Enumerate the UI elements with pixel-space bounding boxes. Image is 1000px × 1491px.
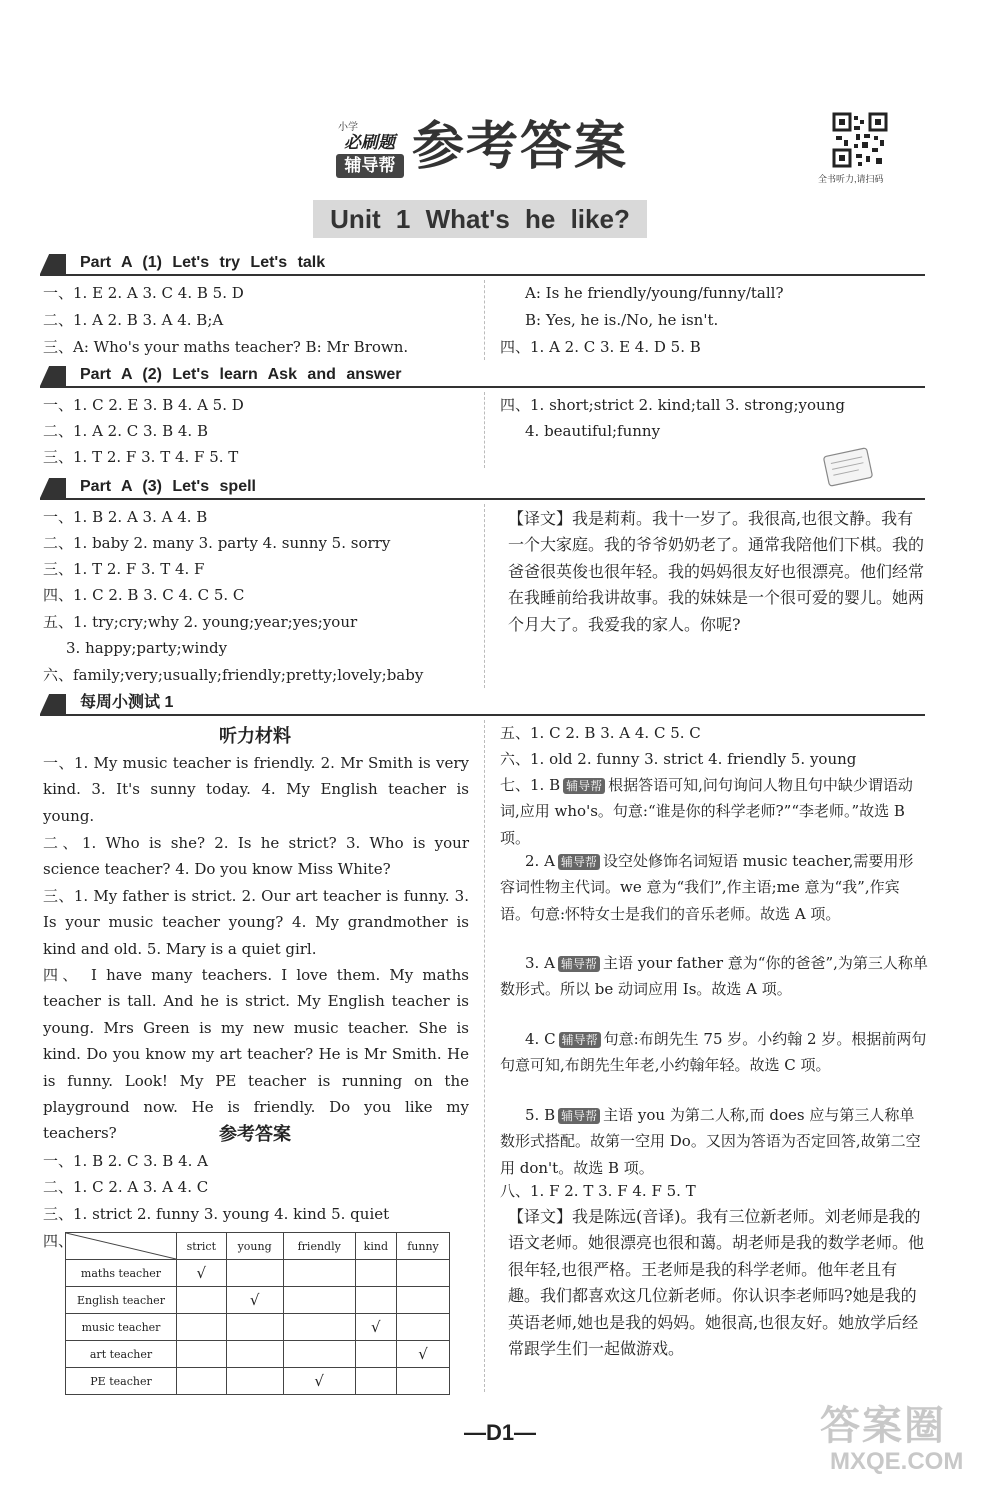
listening-q2: 二、1. Who is she? 2. Is he strict? 3. Who is your science teacher? 4. Do you know Miss White?	[43, 834, 469, 879]
column-divider	[484, 504, 485, 688]
explanation-4	[500, 1026, 928, 1079]
row-label: PE teacher	[66, 1368, 177, 1395]
table-header-cell: strict	[177, 1233, 227, 1260]
explanation-head: 七、1. B	[500, 776, 561, 794]
section-title: 每周小测试 1	[80, 694, 174, 711]
answer-line: 一、1. B 2. C 3. B 4. A	[43, 1152, 208, 1170]
answer-line: 五、1. try;cry;why 2. young;year;yes;your	[43, 613, 358, 631]
check-cell	[355, 1287, 396, 1314]
check-cell	[396, 1314, 449, 1341]
check-cell	[226, 1341, 283, 1368]
explanation-text: 句意:布朗先生 75 岁。小约翰 2 岁。根据前两句句意可知,布朗先生年老,小约翰年轻。故选 C 项。	[500, 1030, 927, 1075]
page-title: 参考答案	[412, 118, 629, 176]
section-header	[40, 692, 925, 716]
answer-line: 4. beautiful;funny	[525, 422, 661, 440]
check-cell	[177, 1368, 227, 1395]
answer-line: 二、1. baby 2. many 3. party 4. sunny 5. sorry	[43, 534, 391, 552]
check-cell	[177, 1287, 227, 1314]
section-header	[40, 476, 925, 500]
answer-line: 三、1. T 2. F 3. T 4. F 5. T	[43, 448, 239, 466]
check-cell: √	[226, 1287, 283, 1314]
answer-line: B: Yes, he is./No, he isn't.	[525, 311, 719, 329]
check-cell: √	[396, 1341, 449, 1368]
check-cell	[283, 1314, 355, 1341]
logo-small-text: 小学	[338, 122, 358, 133]
page-number: —D1—	[463, 1420, 537, 1445]
column-divider	[484, 280, 485, 360]
qr-code-icon	[832, 112, 888, 168]
answer-table	[65, 1232, 450, 1395]
explanation-head: 5. B	[525, 1106, 556, 1124]
section-title: Part A (1) Let's try Let's talk	[80, 254, 326, 271]
check-cell: √	[283, 1368, 355, 1395]
unit-title: Unit 1 What's he like?	[330, 204, 630, 234]
answer-line: 3. happy;party;windy	[66, 639, 228, 657]
check-cell: √	[177, 1260, 227, 1287]
section-title: Part A (3) Let's spell	[80, 478, 256, 495]
table-row	[66, 1287, 450, 1314]
answers-title: 参考答案	[219, 1124, 291, 1144]
answer-line: 三、1. T 2. F 3. T 4. F	[43, 560, 205, 578]
answer-line: 一、1. E 2. A 3. C 4. B 5. D	[43, 284, 244, 302]
check-cell	[283, 1260, 355, 1287]
section-marker	[40, 366, 66, 386]
check-cell	[396, 1287, 449, 1314]
table-header-cell: young	[226, 1233, 283, 1260]
column-divider	[484, 392, 485, 468]
helper-badge: 辅导帮	[558, 854, 600, 870]
explanation-head: 2. A	[525, 852, 555, 870]
check-cell	[226, 1260, 283, 1287]
check-cell	[396, 1368, 449, 1395]
table-header-cell: friendly	[283, 1233, 355, 1260]
check-cell	[177, 1341, 227, 1368]
answer-line: 三、1. strict 2. funny 3. young 4. kind 5. quiet	[43, 1205, 390, 1223]
table-header-row	[66, 1233, 450, 1260]
check-cell	[226, 1368, 283, 1395]
logo	[336, 118, 406, 180]
section-marker	[40, 254, 66, 274]
answer-line: 八、1. F 2. T 3. F 4. F 5. T	[500, 1182, 696, 1200]
answer-line: A: Is he friendly/young/funny/tall?	[525, 284, 784, 302]
answer-line: 四、1. C 2. B 3. C 4. C 5. C	[43, 586, 245, 604]
helper-badge: 辅导帮	[558, 1108, 600, 1124]
listening-q4: 四、 I have many teachers. I love them. My maths teacher is tall. And he is strict. My English teacher is young. Mrs Green is my new music teacher. She is kind. Do you know my art teacher? He is Mr Smith. He is funny. Look! My PE teacher is running on the playground now. He is friendly. Do you like my teachers?	[43, 966, 469, 1143]
explanation-head: 4. C	[525, 1030, 556, 1048]
watermark-top: 答案圈	[820, 1404, 946, 1448]
row-label: art teacher	[66, 1341, 177, 1368]
logo-bottom-text: 辅导帮	[336, 154, 404, 178]
check-cell	[396, 1260, 449, 1287]
table-row	[66, 1341, 450, 1368]
check-cell: √	[355, 1314, 396, 1341]
explanation-5	[500, 1102, 928, 1181]
explanation-text: 主语 your father 意为“你的爸爸”,为第三人称单数形式。所以 be 动词应用 Is。故选 A 项。	[500, 954, 928, 999]
watermark-bottom: MXQE.COM	[830, 1448, 964, 1475]
logo-top-text: 必刷题	[344, 133, 395, 152]
check-cell	[283, 1287, 355, 1314]
answer-line: 三、A: Who's your maths teacher? B: Mr Brown.	[43, 338, 409, 356]
answer-line: 四、	[43, 1232, 74, 1250]
helper-badge: 辅导帮	[559, 1032, 601, 1048]
answer-line: 六、family;very;usually;friendly;pretty;lovely;baby	[43, 666, 424, 684]
row-label: maths teacher	[66, 1260, 177, 1287]
answer-line: 二、1. A 2. C 3. B 4. B	[43, 422, 208, 440]
helper-badge: 辅导帮	[563, 778, 605, 794]
section-title: Part A (2) Let's learn Ask and answer	[80, 366, 402, 383]
explanation-text: 主语 you 为第二人称,而 does 应与第三人称单数形式搭配。故第一空用 Do。又因为答语为否定回答,故第二空用 don't。故选 B 项。	[500, 1106, 921, 1177]
check-cell	[355, 1368, 396, 1395]
check-cell	[226, 1314, 283, 1341]
explanation-text: 根据答语可知,问句询问人物且句中缺少谓语动词,应用 who's。句意:“谁是你的科学老师?”“李老师。”故选 B 项。	[500, 776, 913, 847]
answer-line: 六、1. old 2. funny 3. strict 4. friendly 5. young	[500, 750, 857, 768]
check-cell	[355, 1260, 396, 1287]
table-row	[66, 1368, 450, 1395]
explanation-head: 3. A	[525, 954, 555, 972]
answer-line: 四、1. A 2. C 3. E 4. D 5. B	[500, 338, 701, 356]
column-divider	[484, 720, 485, 1392]
answer-line: 二、1. C 2. A 3. A 4. C	[43, 1178, 209, 1196]
section-header	[40, 252, 925, 276]
section-marker	[40, 478, 66, 498]
check-cell	[177, 1314, 227, 1341]
explanation-1	[500, 772, 928, 851]
answer-line: 四、1. short;strict 2. kind;tall 3. strong;young	[500, 396, 845, 414]
table-corner-cell	[66, 1233, 177, 1260]
explanation-2	[500, 848, 928, 927]
translation-text: 【译文】我是莉莉。我十一岁了。我很高,也很文静。我有一个大家庭。我的爷爷奶奶老了。通常我陪他们下棋。我的爸爸很英俊也很年轻。我的妈妈很友好也很漂亮。他们经常在我睡前给我讲故事。我的妹妹是一个很可爱的婴儿。她两个月大了。我爱我的家人。你呢?	[508, 509, 925, 634]
answer-line: 二、1. A 2. B 3. A 4. B;A	[43, 311, 224, 329]
check-cell	[355, 1341, 396, 1368]
answer-line: 一、1. B 2. A 3. A 4. B	[43, 508, 208, 526]
row-label: English teacher	[66, 1287, 177, 1314]
table-row	[66, 1260, 450, 1287]
qr-caption: 全书听力,请扫码	[818, 174, 884, 184]
table-header-cell: funny	[396, 1233, 449, 1260]
explanation-text: 设空处修饰名词短语 music teacher,需要用形容词性物主代词。we 意为“我们”,作主语;me 意为“我”,作宾语。句意:怀特女士是我们的音乐老师。故选 A 项。	[500, 852, 914, 923]
listening-q1: 一、1. My music teacher is friendly. 2. Mr Smith is very kind. 3. It's sunny today. 4. My English teacher is young.	[43, 754, 469, 825]
translation-text: 【译文】我是陈远(音译)。我有三位新老师。刘老师是我的语文老师。她很漂亮也很和蔼。胡老师是我的数学老师。他很年轻,也很严格。王老师是我的科学老师。他年老且有趣。我们都喜欢这几位新老师。你认识李老师吗?她是我的英语老师,她也是我的妈妈。她很高,也很友好。她放学后经常跟学生们一起做游戏。	[508, 1207, 925, 1359]
table-row	[66, 1314, 450, 1341]
section-header	[40, 364, 925, 388]
table-header-cell: kind	[355, 1233, 396, 1260]
helper-badge: 辅导帮	[558, 956, 600, 972]
check-cell	[283, 1341, 355, 1368]
row-label: music teacher	[66, 1314, 177, 1341]
explanation-3	[500, 950, 928, 1003]
listening-title: 听力材料	[219, 726, 291, 746]
listening-q3: 三、1. My father is strict. 2. Our art teacher is funny. 3. Is your music teacher young? 4. My grandmother is kind and old. 5. Mary is a quiet girl.	[43, 887, 469, 958]
answer-line: 一、1. C 2. E 3. B 4. A 5. D	[43, 396, 244, 414]
answer-line: 五、1. C 2. B 3. A 4. C 5. C	[500, 724, 701, 742]
section-marker	[40, 694, 66, 714]
